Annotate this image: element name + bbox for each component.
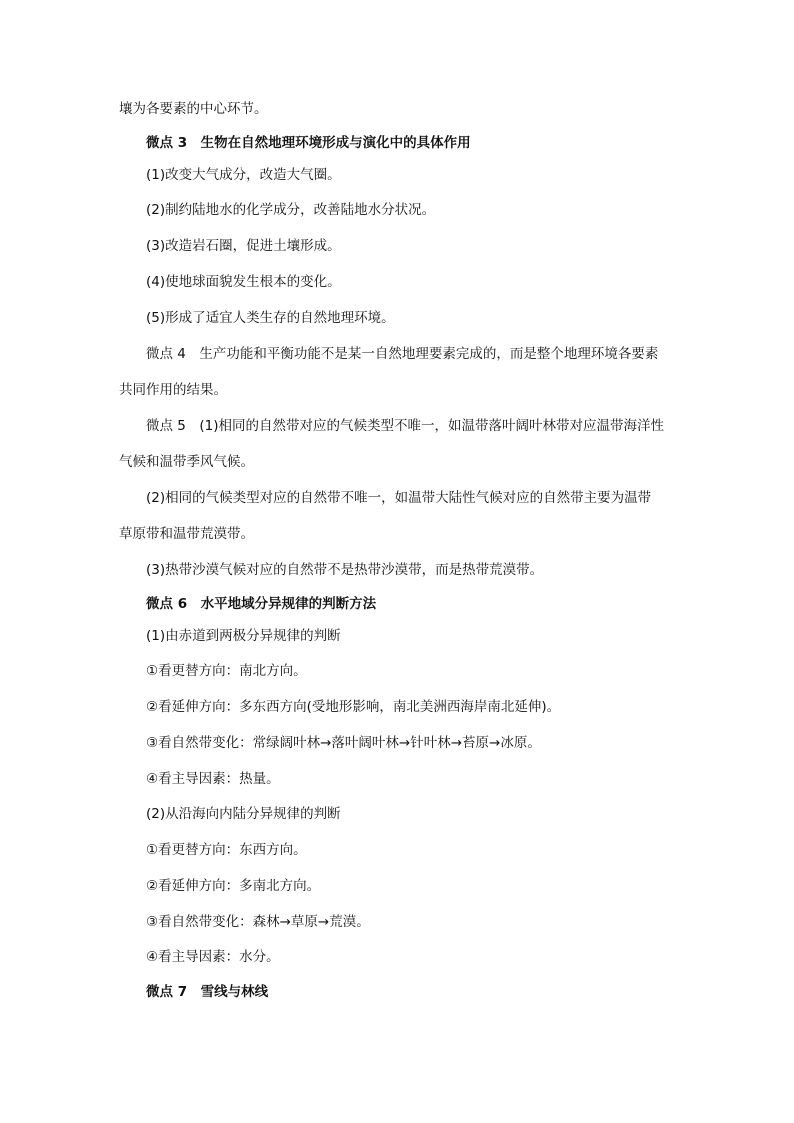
list-item: (5)形成了适宜人类生存的自然地理环境。 xyxy=(146,310,395,326)
list-item: (4)使地球面貌发生根本的变化。 xyxy=(146,274,341,290)
paragraph-line: 壤为各要素的中心环节。 xyxy=(119,101,268,117)
paragraph-line: 微点 5 (1)相同的自然带对应的气候类型不唯一，如温带落叶阔叶林带对应温带海洋性 xyxy=(146,418,665,434)
list-item: ①看更替方向：南北方向。 xyxy=(146,663,307,679)
list-item: ④看主导因素：水分。 xyxy=(146,949,280,965)
sub-heading: (2)从沿海向内陆分异规律的判断 xyxy=(146,806,341,822)
list-item: ④看主导因素：热量。 xyxy=(146,771,280,787)
paragraph-line: (2)相同的气候类型对应的自然带不唯一，如温带大陆性气候对应的自然带主要为温带 xyxy=(146,490,652,506)
section-heading: 微点 7 雪线与林线 xyxy=(146,984,269,1000)
paragraph-line: 气候和温带季风气候。 xyxy=(119,454,254,470)
sub-heading: (1)由赤道到两极分异规律的判断 xyxy=(146,628,341,644)
paragraph-line: 草原带和温带荒漠带。 xyxy=(119,526,254,542)
paragraph-line: 共同作用的结果。 xyxy=(119,382,227,398)
list-item: (1)改变大气成分，改造大气圈。 xyxy=(146,167,341,183)
list-item: ③看自然带变化：森林→草原→荒漠。 xyxy=(146,914,370,930)
list-item: ②看延伸方向：多东西方向(受地形影响，南北美洲西海岸南北延伸)。 xyxy=(146,699,561,715)
list-item: ②看延伸方向：多南北方向。 xyxy=(146,878,321,894)
section-heading: 微点 6 水平地域分异规律的判断方法 xyxy=(146,596,377,612)
list-item: ③看自然带变化：常绿阔叶林→落叶阔叶林→针叶林→苔原→冰原。 xyxy=(146,735,541,751)
paragraph-line: (3)热带沙漠气候对应的自然带不是热带沙漠带，而是热带荒漠带。 xyxy=(146,562,544,578)
paragraph-line: 微点 4 生产功能和平衡功能不是某一自然地理要素完成的，而是整个地理环境各要素 xyxy=(146,346,659,362)
list-item: (3)改造岩石圈，促进土壤形成。 xyxy=(146,238,341,254)
list-item: (2)制约陆地水的化学成分，改善陆地水分状况。 xyxy=(146,202,436,218)
list-item: ①看更替方向：东西方向。 xyxy=(146,842,307,858)
section-heading: 微点 3 生物在自然地理环境形成与演化中的具体作用 xyxy=(146,135,471,151)
